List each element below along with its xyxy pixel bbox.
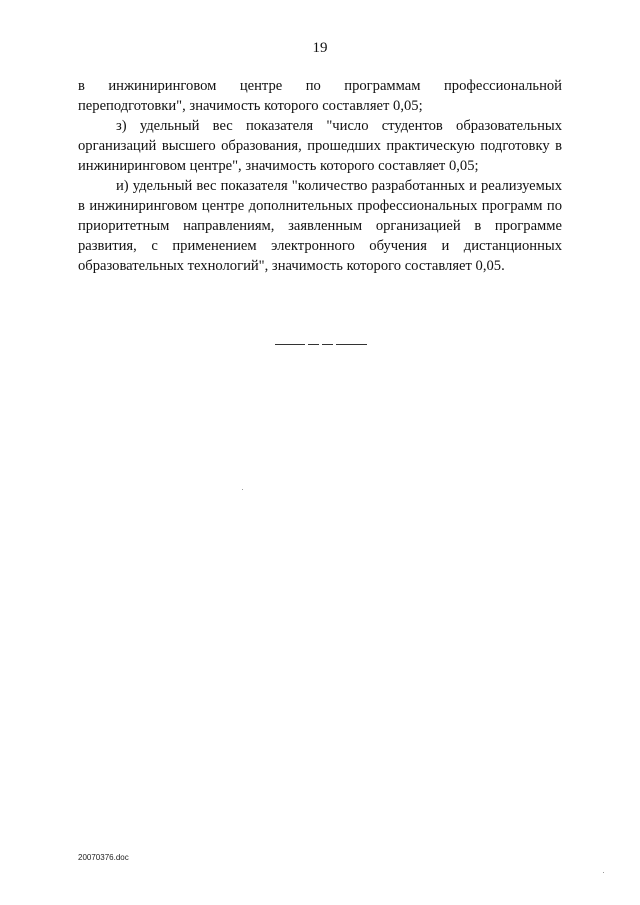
scan-speck [603, 872, 604, 873]
page-number: 19 [312, 40, 328, 56]
paragraph-item-i: и) удельный вес показателя "количество разработанных и реализуемых в инжиниринговом центре дополнительных профессиональных программ по приоритетным направлениям, заявленным организацией в программе развития, с применением электронного обучения и дистанционных образовательных технологий", значимость которого составляет 0,05. [78, 178, 562, 274]
document-body [78, 76, 562, 276]
scan-speck [242, 489, 243, 490]
paragraph-continuation: в инжиниринговом центре по программам профессиональной переподготовки", значимость которого составляет 0,05; [78, 78, 562, 114]
file-reference: 20070376.doc [78, 853, 129, 862]
paragraph-item-z: з) удельный вес показателя "число студентов образовательных организаций высшего образования, прошедших практическую подготовку в инжиниринговом центре", значимость которого составляет 0,05; [78, 118, 562, 174]
rule-gap [333, 344, 336, 345]
closing-rule [275, 344, 367, 345]
rule-gap [305, 344, 308, 345]
rule-gap [319, 344, 322, 345]
